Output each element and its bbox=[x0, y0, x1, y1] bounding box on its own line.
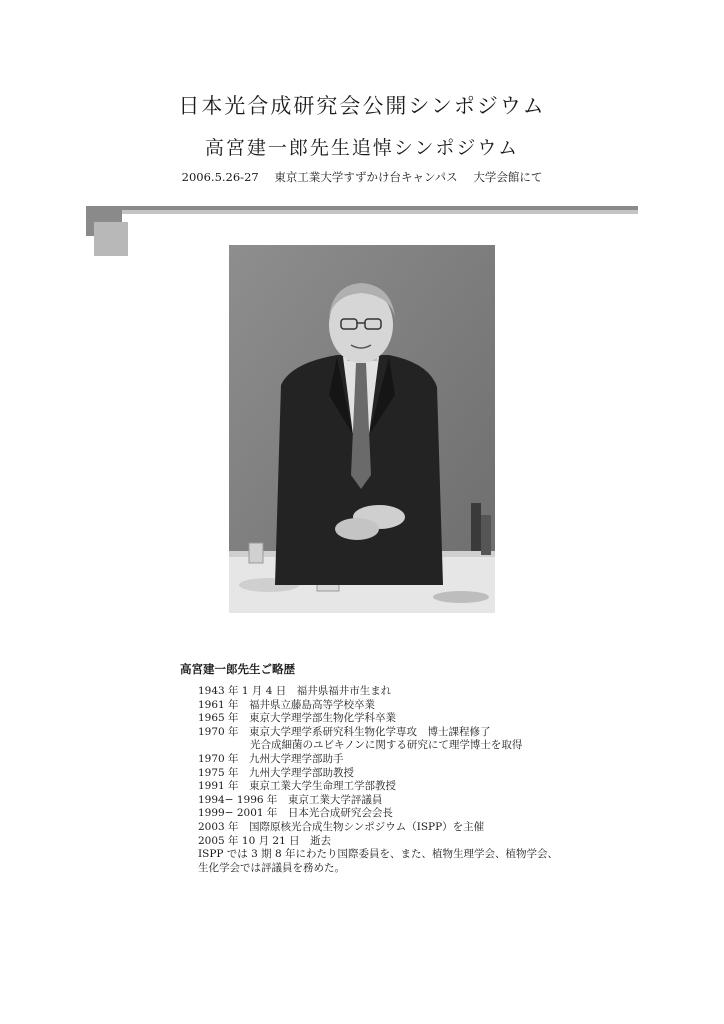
biography-entry: 1975 年 九州大学理学部助教授 bbox=[198, 766, 355, 779]
biography-note: ISPP では 3 期 8 年にわたり国際委員を、また、植物生理学会、植物学会、 bbox=[198, 848, 559, 861]
biography-entry: 1999− 2001 年 日本光合成研究会会長 bbox=[198, 807, 393, 820]
biography-entry: 1943 年 1 月 4 日 福井県福井市生まれ bbox=[198, 685, 392, 697]
divider-corner-square bbox=[94, 222, 128, 256]
biography-entry-continuation: 光合成細菌のユビキノンに関する研究にて理学博士を取得 bbox=[250, 739, 523, 752]
portrait-illustration bbox=[229, 245, 495, 613]
biography-entry: 1965 年 東京大学理学部生物化学科卒業 bbox=[198, 712, 397, 725]
page-subtitle: 高宮建一郎先生追悼シンポジウム bbox=[204, 137, 520, 159]
event-venue: 東京工業大学すずかけ台キャンパス bbox=[274, 170, 458, 184]
biography-entry: 1970 年 東京大学理学系研究科生物化学専攻 博士課程修了 bbox=[198, 725, 491, 738]
biography-heading: 高宮建一郎先生ご略歴 bbox=[180, 662, 295, 676]
page-title: 日本光合成研究会公開シンポジウム bbox=[178, 94, 546, 118]
biography-entry: 1970 年 九州大学理学部助手 bbox=[198, 752, 344, 765]
event-hall: 大学会館にて bbox=[473, 170, 543, 184]
event-date: 2006.5.26-27 bbox=[181, 170, 259, 184]
biography-entry: 1994− 1996 年 東京工業大学評議員 bbox=[198, 793, 383, 806]
divider-rule-shadow bbox=[86, 210, 638, 214]
biography-entry: 2005 年 10 月 21 日 逝去 bbox=[198, 834, 332, 847]
biography-note: 生化学会では評議員を務めた。 bbox=[198, 861, 345, 874]
biography-entry: 1991 年 東京工業大学生命理工学部教授 bbox=[198, 780, 397, 793]
biography-list bbox=[198, 685, 618, 875]
biography-entry: 2003 年 国際原核光合成生物シンポジウム（ISPP）を主催 bbox=[198, 820, 485, 833]
biography-entry: 1961 年 福井県立藤島高等学校卒業 bbox=[198, 698, 376, 711]
event-dateline bbox=[0, 169, 724, 185]
portrait-photo bbox=[229, 245, 495, 613]
